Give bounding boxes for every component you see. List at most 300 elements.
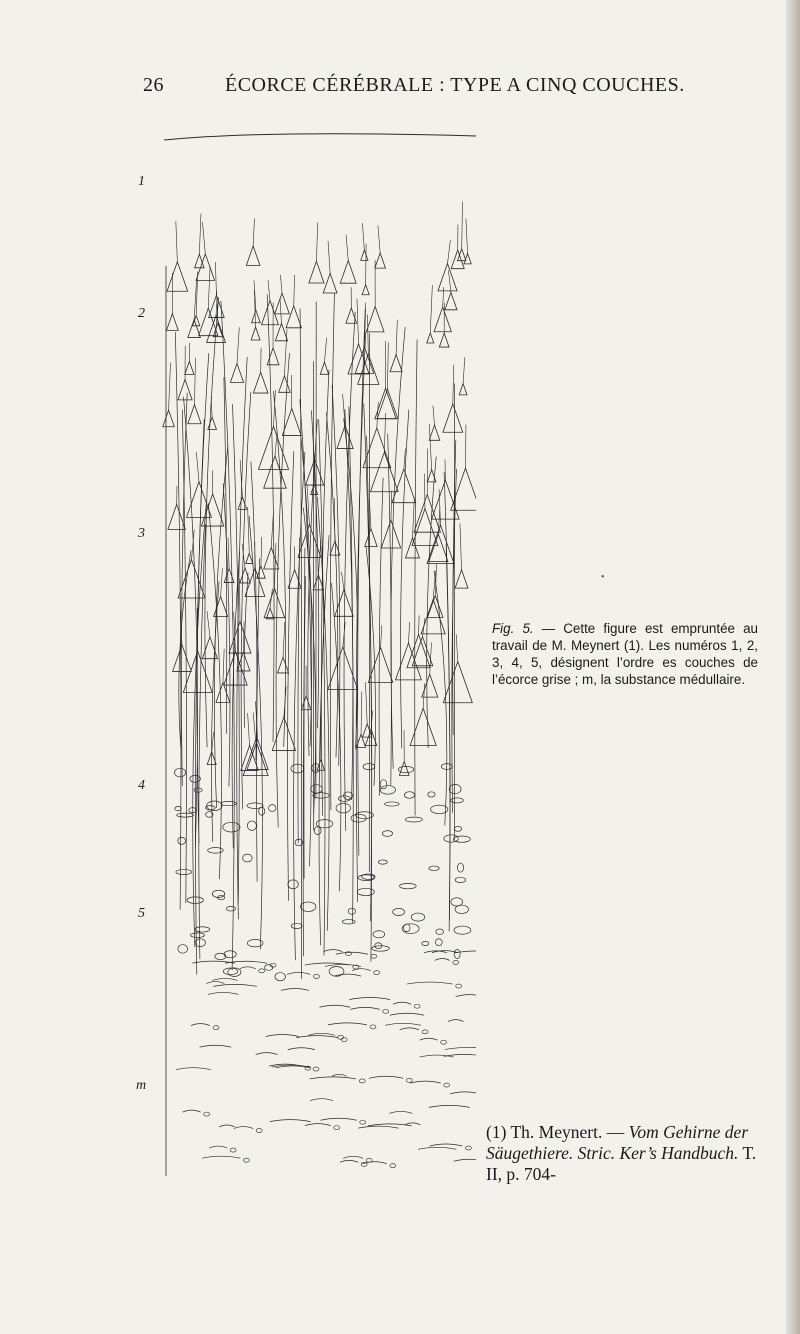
spindle-cell <box>454 1159 476 1161</box>
apical-dendrite <box>419 615 420 634</box>
pyramidal-cell <box>368 647 392 682</box>
layer-label-2: 2 <box>138 306 145 321</box>
pyramidal-cell <box>224 652 247 685</box>
spindle-cell <box>270 1120 311 1122</box>
apical-dendrite <box>381 625 382 647</box>
spindle-cell <box>418 1147 456 1149</box>
spindle-cell <box>435 958 450 960</box>
apical-dendrite <box>283 622 285 657</box>
layer-label-1: 1 <box>138 174 145 189</box>
pyramidal-cell <box>323 273 337 293</box>
granule-cell <box>178 945 188 954</box>
granule-cell <box>453 836 470 842</box>
apical-dendrite <box>223 649 224 683</box>
apical-dendrite <box>346 235 348 261</box>
apical-dendrite <box>221 568 223 596</box>
apical-dendrite <box>433 406 435 426</box>
granule-cell <box>393 908 405 915</box>
spindle-cell <box>400 1028 419 1030</box>
spindle-cell <box>296 1036 338 1038</box>
pyramidal-cell <box>361 250 368 260</box>
running-title: ÉCORCE CÉRÉBRALE : TYPE A CINQ COUCHES. <box>225 74 685 96</box>
spindle-cell <box>213 984 257 986</box>
apical-dendrite <box>280 298 281 323</box>
granule-cell <box>435 939 442 946</box>
small-nucleus <box>444 1083 450 1087</box>
pyramidal-cell <box>246 553 253 563</box>
granule-cell <box>212 890 224 897</box>
granule-cell <box>195 927 210 932</box>
pyramidal-cell <box>445 292 457 309</box>
pyramidal-cell <box>311 484 318 494</box>
granule-cell <box>247 803 263 809</box>
spindle-cell <box>389 1111 412 1113</box>
granule-cell <box>378 860 387 864</box>
nerve-fibre <box>415 340 417 816</box>
spindle-cell <box>450 1092 476 1094</box>
pyramidal-cell <box>399 761 409 775</box>
spindle-cell <box>343 1156 363 1158</box>
pyramidal-cell <box>390 355 402 372</box>
apical-dendrite <box>275 431 277 456</box>
apical-dendrite <box>207 611 210 637</box>
granule-cell <box>215 953 226 959</box>
apical-dendrite <box>362 223 364 250</box>
apical-dendrite <box>341 572 343 590</box>
spindle-cell <box>340 1160 358 1162</box>
pyramidal-cell <box>286 306 301 328</box>
spindle-cell <box>429 1105 470 1107</box>
granule-cell <box>422 941 429 945</box>
nerve-fibre <box>388 434 392 786</box>
granule-cell <box>363 764 375 770</box>
pyramidal-cell <box>188 405 201 424</box>
spindle-cell <box>212 978 237 980</box>
spindle-cell <box>336 952 368 954</box>
apical-dendrite <box>316 222 317 261</box>
pyramidal-cell <box>370 452 398 492</box>
granule-cell <box>380 786 395 795</box>
pyramidal-cell <box>410 708 436 745</box>
apical-dendrite <box>237 327 239 363</box>
apical-dendrite <box>261 537 262 566</box>
granule-cell <box>243 854 253 862</box>
granule-cell <box>400 883 417 888</box>
spindle-cell <box>310 1077 357 1079</box>
granule-cell <box>454 950 460 959</box>
spindle-cell <box>200 1045 232 1047</box>
small-nucleus <box>243 1158 249 1162</box>
granule-cell <box>428 792 435 797</box>
nerve-fibre <box>427 457 437 749</box>
apical-dendrite <box>462 201 463 248</box>
pyramidal-cell <box>279 376 291 392</box>
pyramidal-cell <box>208 417 217 429</box>
granule-cell <box>444 835 458 842</box>
pyramidal-cell <box>230 364 243 383</box>
pyramidal-cell <box>438 264 457 291</box>
apical-dendrite <box>334 498 335 541</box>
spindle-cell <box>209 1146 227 1148</box>
apical-dendrite <box>463 357 465 383</box>
spindle-cell <box>334 974 361 976</box>
granule-cell <box>313 793 330 798</box>
apical-dendrite <box>243 621 244 652</box>
granule-cell <box>176 869 192 874</box>
small-nucleus <box>313 1067 319 1071</box>
small-nucleus <box>230 1148 236 1152</box>
apical-dendrite <box>208 266 210 308</box>
apical-dendrite <box>169 363 171 411</box>
small-nucleus <box>383 1009 389 1013</box>
spindle-cell <box>405 1123 420 1125</box>
spindle-cell <box>393 1002 411 1004</box>
page-edge <box>786 0 800 1334</box>
pyramidal-cell <box>320 362 328 374</box>
apical-dendrite <box>456 634 458 661</box>
pyramidal-cell <box>405 538 419 558</box>
spindle-cell <box>308 1033 334 1035</box>
apical-dendrite <box>270 589 272 608</box>
granule-cell <box>187 897 203 904</box>
small-nucleus <box>374 971 380 975</box>
pyramidal-cell <box>396 643 422 680</box>
granule-cell <box>178 837 186 844</box>
apical-dendrite <box>294 275 295 306</box>
layer-label-4: 4 <box>138 778 145 793</box>
granule-cell <box>455 905 468 913</box>
apical-dendrite <box>199 214 201 255</box>
spindle-cell <box>240 967 256 969</box>
pyramidal-cell <box>275 293 290 314</box>
nerve-fibre <box>304 548 305 879</box>
spindle-cell <box>407 982 453 984</box>
spindle-cell <box>358 1126 398 1128</box>
spindle-cell <box>256 1053 278 1055</box>
figure-caption <box>492 620 758 688</box>
apical-dendrite <box>228 538 229 569</box>
spindle-cell <box>445 1047 476 1049</box>
nerve-fibre <box>332 385 340 766</box>
pyramidal-cell <box>458 249 466 261</box>
spindle-cell <box>448 1020 464 1022</box>
apical-dendrite <box>176 221 178 262</box>
granule-cell <box>223 822 240 832</box>
footnote-ref: (1) Th. Meynert. — <box>486 1122 625 1142</box>
pyramidal-cell <box>275 323 287 340</box>
pyramidal-cell <box>167 314 179 331</box>
granule-cell <box>380 780 387 789</box>
granule-cell <box>373 931 385 938</box>
pyramidal-cell <box>266 608 274 619</box>
apical-dendrite <box>196 452 199 482</box>
pyramidal-cell <box>309 261 324 283</box>
pyramidal-cell <box>278 657 289 673</box>
pyramidal-cell <box>421 599 445 633</box>
pyramidal-cell <box>340 261 356 284</box>
stray-mark: • <box>601 572 605 583</box>
nerve-fibre <box>257 558 260 882</box>
pyramidal-cell <box>427 525 454 564</box>
pyramidal-cell <box>443 661 472 702</box>
apical-dendrite <box>396 320 397 355</box>
small-nucleus <box>406 1078 412 1082</box>
spindle-cell <box>332 1074 347 1076</box>
spindle-cell <box>456 995 476 997</box>
spindle-cell <box>208 992 239 994</box>
spindle-cell <box>266 1034 299 1036</box>
granule-cell <box>228 968 241 977</box>
nerve-fibre <box>288 451 294 901</box>
small-nucleus <box>256 1129 262 1133</box>
apical-dendrite <box>453 365 454 404</box>
pyramidal-cell <box>264 456 287 488</box>
pyramidal-cell <box>224 569 234 583</box>
nerve-fibre <box>344 418 358 749</box>
small-nucleus <box>204 1112 210 1116</box>
apical-dendrite <box>328 241 330 273</box>
pyramidal-cell <box>439 333 449 347</box>
spindle-cell <box>349 998 390 1000</box>
pyramidal-cell <box>443 404 463 432</box>
granule-cell <box>348 908 355 914</box>
apical-dendrite <box>368 314 369 354</box>
apical-dendrite <box>387 342 388 389</box>
spindle-cell <box>305 1124 331 1126</box>
footnote <box>486 1122 764 1185</box>
apical-dendrite <box>443 287 444 307</box>
granule-cell <box>247 821 256 830</box>
granule-cell <box>404 792 414 799</box>
spindle-cell <box>219 1125 235 1127</box>
spindle-cell <box>176 1068 211 1070</box>
small-nucleus <box>465 1146 471 1150</box>
apical-dendrite <box>202 222 205 254</box>
pyramidal-cell <box>366 307 384 332</box>
granule-cell <box>314 827 321 835</box>
footnote-tail: T. II, p. 704- <box>486 1143 757 1184</box>
apical-dendrite <box>357 299 359 344</box>
granule-cell <box>265 965 273 971</box>
small-nucleus <box>334 1126 340 1130</box>
layer-label-5: 5 <box>138 906 145 921</box>
pyramidal-cell <box>253 372 268 393</box>
spindle-cell <box>410 1081 441 1083</box>
granule-cell <box>291 923 302 928</box>
layer-label-m: m <box>136 1078 147 1093</box>
nerve-fibre <box>211 582 219 842</box>
spindle-cell <box>206 982 224 984</box>
apical-dendrite <box>248 713 250 745</box>
pyramidal-cell <box>362 285 369 295</box>
small-nucleus <box>213 1026 219 1030</box>
granule-cell <box>382 831 392 837</box>
apical-dendrite <box>324 338 326 363</box>
pyramidal-cell <box>167 262 188 291</box>
pyramidal-cell <box>414 494 440 532</box>
granule-cell <box>208 848 224 854</box>
pyramidal-cell <box>348 344 369 374</box>
pyramidal-cell <box>173 645 192 672</box>
granule-cell <box>191 933 205 938</box>
nerve-fibre <box>221 301 234 970</box>
pyramidal-cell <box>246 246 260 265</box>
small-nucleus <box>370 1025 376 1029</box>
nerve-fibre <box>358 309 366 856</box>
apical-dendrite <box>215 262 216 295</box>
figure-label: Fig. 5. <box>492 621 534 636</box>
granule-cell <box>457 863 463 872</box>
small-nucleus <box>313 974 319 978</box>
granule-cell <box>195 939 205 947</box>
pyramidal-cell <box>163 410 175 427</box>
pyramidal-cell <box>216 683 230 703</box>
apical-dendrite <box>460 523 462 569</box>
small-nucleus <box>338 1035 344 1039</box>
granule-cell <box>336 803 351 813</box>
granule-cell <box>175 807 181 811</box>
spindle-cell <box>323 950 342 952</box>
apical-dendrite <box>271 512 273 547</box>
granule-cell <box>275 973 285 981</box>
granule-cell <box>436 929 444 934</box>
pyramidal-cell <box>455 570 468 588</box>
pyramidal-cell <box>301 696 311 710</box>
nerve-fibre <box>208 503 221 879</box>
granule-cell <box>411 913 425 921</box>
footnote-title: Vom Gehirne der Säugethiere. Stric. Ker’s Handbuch. <box>486 1122 749 1163</box>
granule-cell <box>404 924 410 932</box>
pyramidal-cell <box>252 310 261 322</box>
small-nucleus <box>456 984 462 988</box>
small-nucleus <box>259 969 265 973</box>
small-nucleus <box>371 954 377 958</box>
granule-cell <box>342 920 355 924</box>
page-number: 26 <box>143 74 164 96</box>
granule-cell <box>449 784 461 793</box>
spindle-cell <box>390 1013 424 1015</box>
apical-dendrite <box>280 275 282 293</box>
pyramidal-cell <box>429 425 440 440</box>
apical-dendrite <box>430 285 432 333</box>
pyramidal-cell <box>317 760 324 771</box>
spindle-cell <box>430 1144 463 1146</box>
granule-cell <box>455 877 465 882</box>
small-nucleus <box>341 1038 347 1042</box>
nerve-fibre <box>175 332 181 910</box>
nerve-fibre <box>205 297 219 747</box>
granule-cell <box>358 875 375 881</box>
apical-dendrite <box>448 270 451 292</box>
apical-dendrite <box>378 225 380 253</box>
pyramidal-cell <box>381 520 400 548</box>
pyramidal-cell <box>365 529 378 547</box>
spindle-cell <box>351 1007 380 1009</box>
spindle-cell <box>281 988 309 990</box>
granule-cell <box>269 805 276 812</box>
pyramidal-cell <box>261 300 278 324</box>
spindle-cell <box>288 1048 315 1050</box>
granule-cell <box>338 796 350 802</box>
surface-line <box>164 134 476 140</box>
apical-dendrite <box>365 682 367 724</box>
apical-dendrite <box>466 218 468 253</box>
small-nucleus <box>390 1164 396 1168</box>
pyramidal-cell <box>434 307 451 332</box>
spindle-cell <box>319 1005 350 1007</box>
spindle-cell <box>328 1023 367 1025</box>
spindle-cell <box>385 1023 421 1025</box>
spindle-cell <box>310 1099 333 1101</box>
small-nucleus <box>441 1040 447 1044</box>
spindle-cell <box>321 1118 357 1120</box>
apical-dendrite <box>274 543 276 588</box>
apical-dendrite <box>253 218 254 246</box>
small-nucleus <box>453 960 459 964</box>
pyramidal-cell <box>196 254 215 280</box>
granule-cell <box>385 802 400 806</box>
small-nucleus <box>359 1079 365 1083</box>
pyramidal-cell <box>264 548 279 569</box>
pyramidal-cell <box>178 380 192 400</box>
pyramidal-cell <box>427 333 434 343</box>
granule-cell <box>226 906 235 911</box>
apical-dendrite <box>423 683 425 708</box>
small-nucleus <box>414 1004 420 1008</box>
pyramidal-cell <box>267 348 279 365</box>
apical-dendrite <box>448 240 451 263</box>
apical-dendrite <box>361 691 362 734</box>
pyramidal-cell <box>240 568 250 583</box>
granule-cell <box>288 880 298 889</box>
layer-label-3: 3 <box>138 526 145 541</box>
apical-dendrite <box>408 622 409 643</box>
granule-cell <box>301 902 316 912</box>
pyramidal-cell <box>229 622 251 653</box>
cortex-drawing <box>146 126 476 1188</box>
caption-text: — Cette figure est empruntée au travail de M. Meynert (1). Les numéros 1, 2, 3, 4, 5, désignent l’ordre es couches de l’écorce grise ; m, la substance médullaire. <box>492 621 758 687</box>
spindle-cell <box>202 1156 240 1158</box>
pyramidal-cell <box>251 327 260 340</box>
spindle-cell <box>191 1024 210 1026</box>
spindle-cell <box>369 1076 403 1078</box>
granule-cell <box>311 785 323 794</box>
apical-dendrite <box>239 578 240 621</box>
apical-dendrite <box>253 713 255 741</box>
apical-dendrite <box>391 491 392 521</box>
apical-dendrite <box>429 424 431 470</box>
cortex-illustration <box>136 126 476 1188</box>
granule-cell <box>405 817 422 822</box>
pyramidal-cell <box>375 253 386 268</box>
apical-dendrite <box>318 541 320 575</box>
granule-cell <box>402 924 419 934</box>
spindle-cell <box>287 972 310 974</box>
granule-cell <box>454 926 471 934</box>
granule-cell <box>454 826 461 831</box>
spindle-cell <box>420 1038 438 1040</box>
pyramidal-cell <box>459 384 467 395</box>
apical-dendrite <box>268 280 270 300</box>
granule-cell <box>429 866 439 871</box>
spindle-cell <box>234 1127 253 1129</box>
apical-dendrite <box>194 358 195 405</box>
granule-cell <box>174 768 185 777</box>
nerve-fibre <box>301 438 312 747</box>
small-nucleus <box>360 1120 366 1124</box>
granule-cell <box>177 813 194 817</box>
pyramidal-cell <box>185 361 194 374</box>
